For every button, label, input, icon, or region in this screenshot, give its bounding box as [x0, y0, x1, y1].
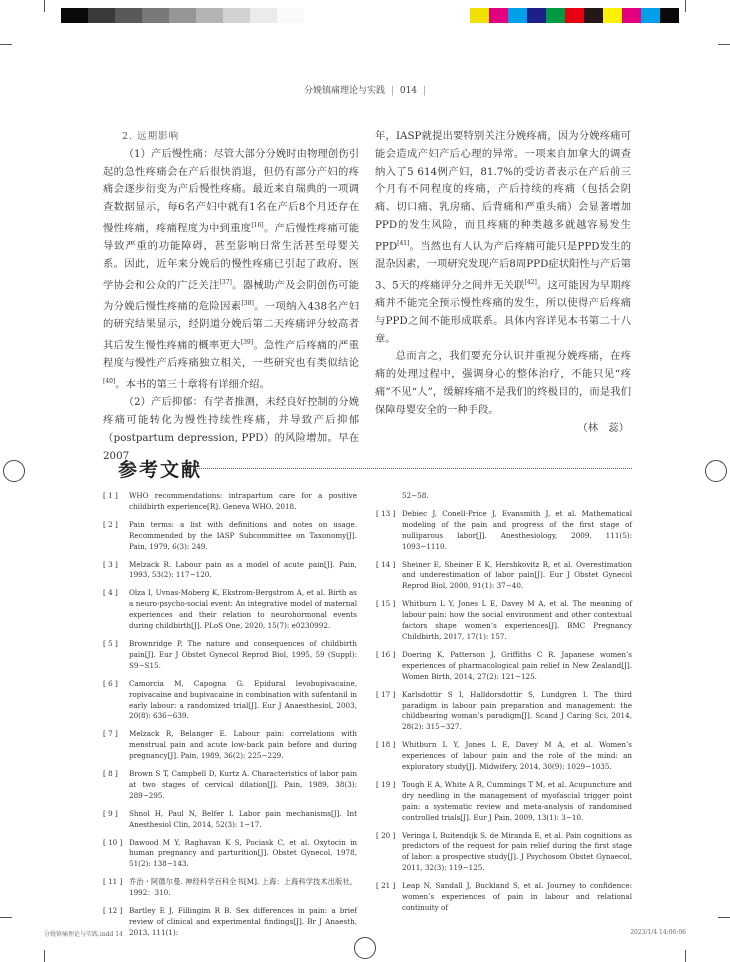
reference-number — [376, 491, 402, 502]
reference-number: [ 19 ] — [376, 779, 396, 789]
reference-item — [103, 838, 357, 871]
footer-file-name: 分娩镇痛理论与实践.indd 14 — [44, 931, 123, 938]
reference-text: Bartley E J, Fillingim R B. Sex differences in pain: a brief review of clinical and experimental findings[J]. Br J Anaesth, 2013, 111(1): — [129, 906, 357, 937]
references-left-column — [103, 491, 357, 946]
reference-text: Camorcia M, Capogna G. Epidural levobupivacaine, ropivacaine and bupivacaine in combination with sufentanil in early labour: a randomized trial[J]. Eur J Anaesthesiol, 2003, 20(8): 636−639. — [129, 678, 357, 721]
book-title: 分娩镇痛理论与实践 — [304, 86, 386, 96]
gray-swatch — [250, 8, 277, 23]
reference-text: Debiec J, Conell-Price J, Evansmith J, et al. Mathematical modeling of the pain and progress of the first stage of nulliparous labor[J]. Anesthesiology, 2009, 111(5): 1093−1110. — [402, 508, 632, 551]
reference-number: [ 17 ] — [376, 689, 396, 699]
reference-number: [ 18 ] — [376, 740, 396, 750]
reference-item — [103, 639, 357, 672]
color-swatch — [527, 8, 546, 23]
reference-number: [ 1 ] — [103, 491, 118, 500]
color-swatch — [470, 8, 489, 23]
color-swatch — [584, 8, 603, 23]
crop-mark — [0, 44, 12, 45]
reference-text: Karlsdottir S I, Halldorsdottir S, Lundgren I. The third paradigm in labour pain preparation and management: the childbearing woman’s paradigm[J]. Scand J Caring Sci, 2014, 28(2): 315−327. — [402, 689, 632, 732]
left-column — [103, 128, 359, 465]
color-swatch — [565, 8, 584, 23]
gray-swatch — [115, 8, 142, 23]
registration-mark-icon — [354, 937, 376, 959]
reference-text: Sheiner E, Sheiner E K, Hershkovitz R, et al. Overestimation and underestimation of labor pain[J]. Eur J Obstet Gynecol Reprod Biol, 2000, 91(1): 37−40. — [402, 559, 632, 591]
reference-item — [376, 690, 632, 734]
running-header: 分娩镇痛理论与实践 | 014 | — [304, 86, 426, 96]
color-swatch — [546, 8, 565, 23]
citation: [42] — [524, 278, 537, 286]
gray-swatch — [223, 8, 250, 23]
color-swatch — [641, 8, 660, 23]
registration-mark-icon — [705, 460, 727, 482]
citation: [38] — [241, 300, 254, 308]
reference-text: Whitburn L Y, Jones L E, Davey M A, et al. Women’s experiences of labour pain and the role of the mind: an exploratory study[J]. Midwifery, 2014, 30(9): 1029−1035. — [402, 740, 632, 772]
reference-item — [103, 679, 357, 723]
color-swatch — [603, 8, 622, 23]
color-swatch — [660, 8, 679, 23]
reference-text: Brown S T, Campbell D, Kurtz A. Characteristics of labor pain at two stages of cervical dilation[J]. Pain, 1989, 38(3): 289−295. — [129, 769, 357, 800]
reference-text: Shnol H, Paul N, Belfer I. Labor pain mechanisms[J]. Int Anesthesiol Clin, 2014, 52(3): 1−17. — [129, 808, 357, 829]
author: （林 蕊） — [577, 421, 629, 434]
page-number: 014 — [399, 86, 418, 96]
right-column — [375, 128, 631, 437]
references-right-column — [376, 491, 632, 921]
citation: [40] — [103, 378, 116, 386]
reference-number: [ 20 ] — [376, 830, 396, 840]
reference-item — [103, 588, 357, 632]
gray-swatch — [169, 8, 196, 23]
paragraph-conclusion: 总而言之，我们要充分认识并重视分娩疼痛，在疼痛的处理过程中，强调身心的整体治疗，不能只见“疼痛”不见“人”，缓解疼痛不是我们的终极目的，而是我们保障母婴安全的一种手段。 — [375, 350, 631, 416]
paragraph-ppd-continued: 年，IASP就提出要特别关注分娩疼痛，因为分娩疼痛可能会造成产妇产后心理的异常。一项来自加拿大的调查纳入了5 614例产妇，81.7%的受访者表示在产后前三个月有不同程度的疼痛，产后持续的疼痛（包括会阴痛、切口痛、乳房痛、后背痛和严重头痛）会显著增加PPD的发生风险，而且疼痛的种类越多就越容易发生PPD[41]。当然也有人认为产后疼痛可能只是PPD发生的混杂因素，一项研究发现产后8周PPD症状阳性与产后第3、5天的疼痛评分之间并无关联[42]。这可能因为早期疼痛并不能完全预示慢性疼痛的发生，所以使得产后疼痛与PPD之间不能形成联系。具体内容详见本书第二十八章。 — [375, 130, 631, 345]
reference-text: Veringa I, Buitendijk S, de Miranda E, et al. Pain cognitions as predictors of the request for pain relief during the first stage of labor: a prospective study[J]. J Psychosom Obstet Gynaecol, 2011, 32(3): 119−125. — [402, 830, 632, 873]
reference-item — [376, 881, 632, 914]
title-divider — [194, 468, 632, 469]
crop-mark — [718, 44, 730, 45]
reference-item — [376, 780, 632, 824]
reference-item — [103, 729, 357, 762]
reference-item — [376, 599, 632, 643]
reference-item — [103, 906, 357, 939]
reference-item — [103, 491, 357, 513]
footer-timestamp: 2023/1/4 14:06:06 — [630, 929, 686, 936]
reference-text: Whitburn L Y, Jones L E, Davey M A, et al. The meaning of labour pain: how the social environment and other contextual factors shape women’s experiences[J]. BMC Pregnancy Childbirth, 2017, 17(1): 157. — [402, 599, 632, 641]
gray-swatch — [61, 8, 88, 23]
crop-mark — [0, 917, 12, 918]
reference-text: 乔治・阿德尔曼. 神经科学百科全书[M]. 上海：上海科学技术出版社，1992：310. — [129, 877, 357, 898]
crop-mark — [44, 950, 45, 962]
citation: [37] — [219, 278, 232, 286]
paragraph-chronic-pain: （1）产后慢性痛：尽管大部分分娩时由物理创伤引起的急性疼痛会在产后很快消退，但仍有部分产妇的疼痛会逐步衍变为产后慢性疼痛。最近来自瑞典的一项调查数据显示，每6名产妇中就有1名在产后8个月还存在慢性疼痛，疼痛程度为中到重度[16]。产后慢性疼痛可能导致严重的功能障碍，甚至影响日常生活甚至母婴关系。因此，近年来分娩后的慢性疼痛已引起了政府、医学协会和公众的广泛关注[37]。器械助产及会阴创伤可能为分娩后慢性疼痛的危险因素[38]。一项纳入438名产妇的研究结果显示，经阴道分娩后第二天疼痛评分较高者其后发生慢性疼痛的概率更大[39]。急性产后疼痛的严重程度与慢性产后疼痛独立相关，一些研究也有类似结论[40]。本书的第三十章将有详细介绍。 — [103, 147, 360, 391]
reference-text: WHO recommendations: intrapartum care for a positive childbirth experience[R]. Geneva WHO, 2018. — [129, 491, 357, 511]
reference-item — [376, 560, 632, 593]
reference-text: Tough E A, White A R, Cummings T M, et al. Acupuncture and dry needling in the management of myofascial trigger point pain: a systematic review and meta-analysis of randomised controlled trials[J]. Eur J Pain, 2009, 13(1): 3−10. — [402, 779, 632, 822]
crop-mark — [685, 950, 686, 962]
reference-number: [ 8 ] — [103, 769, 118, 779]
references-title: 参考文献 — [118, 459, 203, 481]
reference-text: Dawood M Y, Raghavan K S, Pociask C, et al. Oxytocin in human pregnancy and parturition[J]. Obstet Gynecol, 1978, 51(2): 138−143. — [129, 837, 357, 869]
reference-item — [103, 809, 357, 831]
reference-text: Brownridge P. The nature and consequences of childbirth pain[J]. Eur J Obstet Gynecol Reprod Biol, 1995, 59 (Suppl): S9−S15. — [129, 638, 357, 670]
reference-number: [ 2 ] — [103, 519, 118, 529]
reference-number: [ 21 ] — [376, 881, 396, 891]
reference-number: [ 12 ] — [103, 906, 123, 916]
gray-swatch — [88, 8, 115, 23]
reference-text: Olza I, Uvnas-Moberg K, Ekstrom-Bergstrom A, et al. Birth as a neuro-psycho-social event: An integrative model of maternal experiences and their relation to neurohormonal events during childbirth[J]. PLoS One, 2020, 15(7): e0230992. — [129, 588, 357, 631]
reference-text: Pain terms: a list with definitions and notes on usage. Recommended by the IASP Subcommittee on Taxonomy[J]. Pain, 1979, 6(3): 249. — [129, 519, 357, 551]
citation: [16] — [251, 221, 264, 229]
reference-item — [103, 560, 357, 582]
reference-item — [103, 877, 357, 899]
registration-mark-icon — [3, 460, 25, 482]
citation: [39] — [240, 339, 254, 347]
reference-number: [ 15 ] — [376, 599, 396, 609]
reference-item — [376, 740, 632, 773]
crop-mark — [718, 917, 730, 918]
reference-text: Doering K, Patterson J, Griffiths C R. Japanese women’s experiences of pharmacological pain relief in New Zealand[J]. Women Birth, 2014, 27(2): 121−125. — [402, 649, 632, 681]
reference-number: [ 16 ] — [376, 649, 396, 659]
gray-swatch — [196, 8, 223, 23]
reference-item — [103, 769, 357, 802]
reference-item — [376, 650, 632, 683]
reference-number: [ 7 ] — [103, 729, 118, 739]
reference-text: Melzack R, Belanger E. Labour pain: correlations with menstrual pain and acute low-back pain before and during pregnancy[J]. Pain, 1989, 36(2): 225−229. — [129, 729, 357, 761]
reference-number: [ 14 ] — [376, 559, 396, 569]
gray-swatch — [277, 8, 304, 23]
reference-number: [ 4 ] — [103, 588, 118, 598]
gray-swatch — [142, 8, 169, 23]
reference-number: [ 6 ] — [103, 678, 118, 688]
reference-item — [376, 831, 632, 875]
color-swatch — [508, 8, 527, 23]
color-swatch — [489, 8, 508, 23]
reference-text: Melzack R. Labour pain as a model of acute pain[J]. Pain, 1993, 53(2): 117−120. — [129, 559, 357, 580]
paragraph-postpartum-depression: （2）产后抑郁：有学者推测，未经良好控制的分娩疼痛可能转化为慢性持续性疼痛，并导致产后抑郁（postpartum depression, PPD）的风险增加。早在2007 — [103, 396, 359, 462]
reference-number: [ 9 ] — [103, 808, 118, 818]
reference-text: 52−58. — [402, 491, 429, 500]
reference-item — [376, 491, 632, 502]
reference-item — [103, 520, 357, 553]
reference-number: [ 3 ] — [103, 559, 118, 569]
reference-number: [ 10 ] — [103, 837, 123, 847]
crop-mark — [44, 0, 45, 12]
reference-text: Leap N, Sandall J, Buckland S, et al. Journey to confidence: women’s experiences of pain in labour and relational continuity of — [402, 881, 632, 912]
section-heading: 2. 远期影响 — [122, 131, 180, 142]
color-swatch — [622, 8, 641, 23]
reference-item — [376, 509, 632, 553]
reference-number: [ 13 ] — [376, 508, 396, 518]
reference-number: [ 5 ] — [103, 638, 118, 648]
citation: [41] — [397, 239, 410, 247]
reference-number: [ 11 ] — [103, 877, 123, 887]
crop-mark — [685, 0, 686, 12]
